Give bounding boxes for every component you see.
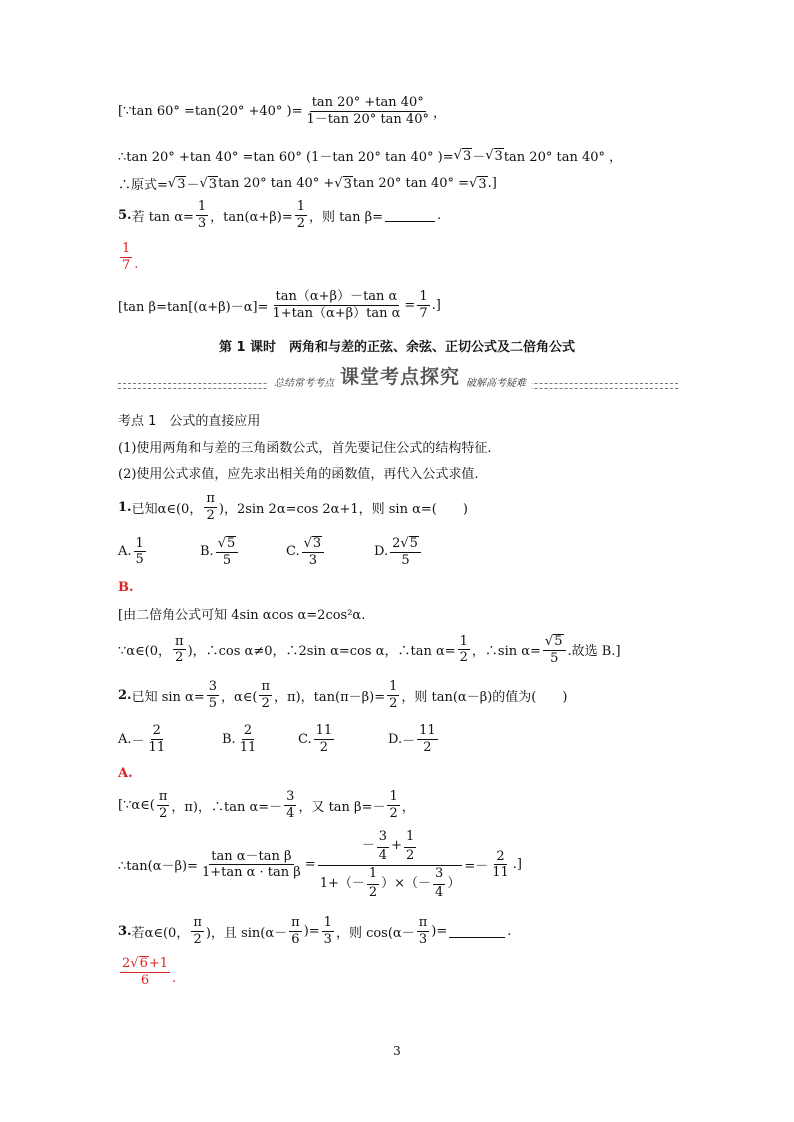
denominator: 3 <box>308 552 318 568</box>
denominator: 5 <box>401 552 410 568</box>
banner-left-text: 总结常考考点 <box>274 378 334 389</box>
numerator: 1 <box>296 199 306 214</box>
denominator: 5 <box>222 552 232 568</box>
fraction <box>284 790 296 820</box>
solution-2-line-1 <box>118 790 415 820</box>
proof-text: － <box>186 178 200 193</box>
compound-fraction <box>318 830 463 900</box>
numerator: 3 <box>377 830 389 848</box>
solution-text: ，∴sin α= <box>471 644 541 660</box>
denominator: 3 <box>418 931 428 947</box>
fraction <box>259 680 272 710</box>
question-text: 已知 sin α= <box>131 689 205 705</box>
fraction <box>207 680 219 710</box>
question-5 <box>118 200 441 230</box>
numerator: √ 5 <box>543 634 566 651</box>
denominator: 2 <box>389 805 398 821</box>
proof-line-3 <box>118 174 497 193</box>
numerator: tan（α+β）－tan α <box>275 289 398 304</box>
solution-2-line-2 <box>118 830 522 900</box>
sqrt: √ 3 <box>485 147 503 164</box>
numerator: 3 <box>208 679 217 694</box>
denominator: 4 <box>435 884 444 900</box>
option-c <box>286 536 374 567</box>
fraction <box>295 200 307 230</box>
numerator: 1 <box>419 289 428 304</box>
fraction <box>120 242 132 272</box>
fraction <box>134 537 146 567</box>
answer-text: . <box>134 256 139 272</box>
fraction <box>305 96 431 126</box>
numerator: 2 <box>496 848 505 864</box>
fraction <box>458 635 470 665</box>
lesson-title: 第 1 课时 两角和与差的正弦、余弦、正切公式及二倍角公式 <box>218 340 576 355</box>
question-text: )= <box>431 923 448 939</box>
page-number: 3 <box>393 1044 401 1058</box>
denominator: 2 <box>405 847 415 863</box>
proof-line-1 <box>118 96 446 126</box>
fraction <box>367 867 379 899</box>
proof-text: ∴原式= <box>118 178 168 193</box>
radicand: 3 <box>312 536 322 551</box>
radicand: 3 <box>462 148 472 164</box>
answer-1: B. <box>118 580 134 595</box>
option-b <box>222 724 298 754</box>
question-text: 若 tan α= <box>131 209 194 225</box>
solution-text: [tan β=tan[(α+β)－α]= <box>118 299 269 315</box>
solution-text: = <box>304 857 316 873</box>
option-label: D. <box>388 731 403 747</box>
op: + <box>391 838 402 854</box>
numerator: π <box>206 491 215 506</box>
question-number: 1. <box>118 499 132 515</box>
question-text: ，则 cos(α－ <box>335 925 415 941</box>
denominator: 2 <box>296 215 306 231</box>
addend: +1 <box>148 956 169 971</box>
sqrt: √ 3 <box>167 175 186 192</box>
op: ）×（－ <box>381 875 432 891</box>
fraction <box>216 536 239 567</box>
radicand: 5 <box>226 536 236 551</box>
numerator: 1 <box>404 830 416 848</box>
radicand: 3 <box>494 148 503 164</box>
fraction <box>417 290 429 320</box>
numerator: 2√ 5 <box>390 536 421 553</box>
fraction <box>404 830 416 862</box>
option-b <box>200 536 286 567</box>
solution-text: = <box>404 297 416 313</box>
answer-3 <box>118 956 176 987</box>
numerator: √ 5 <box>216 536 239 553</box>
numerator: 3 <box>286 789 295 804</box>
option-label: C. <box>286 544 300 560</box>
section-heading: 考点 1 公式的直接应用 <box>118 414 261 429</box>
fraction <box>270 290 402 320</box>
solution-text: [∵α∈( <box>118 797 155 813</box>
denominator: 2 <box>368 884 378 900</box>
op: 1+（－ <box>319 875 365 891</box>
proof-text: .] <box>487 176 497 191</box>
numerator: π <box>261 679 271 694</box>
numerator: 2√ 6 +1 <box>122 956 169 971</box>
fraction <box>147 724 168 754</box>
denominator: 2 <box>175 650 184 666</box>
fraction <box>417 916 430 946</box>
denominator: 2 <box>319 739 329 755</box>
option-a <box>118 724 222 754</box>
question-text: . <box>507 923 512 939</box>
banner-title: 课堂考点探究 <box>340 366 461 388</box>
numerator: 1 <box>459 633 468 649</box>
proof-text: ∴tan 20° +tan 40° =tan 60° (1－tan 20° tan 40° )= <box>118 150 454 165</box>
radicand: 3 <box>343 176 352 192</box>
question-text: 若α∈(0， <box>131 925 190 941</box>
option-a <box>118 537 200 567</box>
fraction <box>543 634 566 665</box>
numerator: 1 <box>122 241 131 256</box>
sqrt: √ 3 <box>199 175 218 192</box>
denominator: 2 <box>193 931 202 947</box>
fraction <box>314 724 335 754</box>
fraction <box>377 830 389 862</box>
sqrt: √ 3 <box>469 175 487 192</box>
question-text: )= <box>303 923 320 939</box>
fraction <box>417 724 438 754</box>
fraction <box>120 956 170 987</box>
numerator: 1 <box>389 679 398 694</box>
solution-text: .故选 B.] <box>567 644 621 660</box>
denominator: 5 <box>208 695 217 711</box>
answer-2: A. <box>118 766 133 781</box>
solution-text: ， <box>401 799 415 815</box>
denominator: 4 <box>286 805 295 821</box>
denominator: 6 <box>140 972 150 988</box>
op: － <box>361 838 375 854</box>
fraction <box>322 916 334 946</box>
solution-text: )，∴cos α≠0，∴2sin α=cos α，∴tan α= <box>187 644 456 660</box>
denominator: 7 <box>122 257 131 273</box>
proof-text: tan 20° tan 40° ， <box>503 150 623 165</box>
radicand: 3 <box>208 176 218 192</box>
proof-text: － <box>472 150 486 165</box>
numerator: 1 <box>323 915 332 930</box>
solution-1-line-2 <box>118 634 621 665</box>
denominator: 5 <box>550 650 559 666</box>
paragraph: (2)使用公式求值，应先求出相关角的函数值，再代入公式求值. <box>118 467 479 482</box>
sqrt: √ 3 <box>334 175 352 192</box>
solution-text: .] <box>512 857 523 873</box>
denominator: 1－tan 20° tan 40° <box>306 111 429 127</box>
radicand: 3 <box>478 176 487 192</box>
denominator: 2 <box>389 695 398 711</box>
numerator: π <box>193 915 202 930</box>
question-1 <box>118 492 468 522</box>
radicand: 6 <box>139 956 148 971</box>
option-label: A. <box>118 731 132 747</box>
question-2 <box>118 680 567 710</box>
proof-text: [∵tan 60° =tan(20° +40° )= <box>118 103 303 119</box>
numerator: 1 <box>135 535 144 551</box>
fraction <box>204 492 217 522</box>
solution-text: ∴tan(α－β)= <box>118 859 198 875</box>
fraction <box>173 635 186 665</box>
denominator <box>318 866 463 899</box>
numerator: 2 <box>243 723 253 738</box>
fraction <box>191 916 204 946</box>
coefficient: 2 <box>122 956 131 971</box>
solution-text: ∵α∈(0， <box>118 644 172 660</box>
denominator: 4 <box>378 847 388 863</box>
option-label: D. <box>374 544 389 560</box>
numerator: π <box>291 915 300 930</box>
solution-text: =－ <box>464 859 489 875</box>
numerator: 1 <box>389 789 398 804</box>
answer-blank <box>385 209 435 222</box>
numerator: tan α－tan β <box>211 848 292 864</box>
numerator: 3 <box>433 867 445 885</box>
question-text: 已知α∈(0， <box>131 501 203 517</box>
numerator: π <box>158 789 168 804</box>
numerator: π <box>175 633 184 649</box>
question-text: ，α∈( <box>221 689 258 705</box>
solution-1-line-1: [由二倍角公式可知 4sin αcos α=2cos²α. <box>118 608 366 623</box>
option-sign: － <box>402 733 416 749</box>
denominator: 2 <box>261 695 270 711</box>
numerator: 11 <box>315 723 333 738</box>
denominator: 3 <box>323 931 332 947</box>
denominator: 1+tan α · tan β <box>201 865 301 881</box>
solution-text: ，又 tan β=－ <box>298 799 386 815</box>
denominator: 11 <box>239 739 257 755</box>
banner-right-text: 破解高考疑难 <box>466 378 527 389</box>
answer-5 <box>118 242 138 272</box>
question-number: 3. <box>118 923 132 939</box>
question-text: . <box>437 207 442 223</box>
proof-text: tan 20° tan 40° + <box>218 176 335 191</box>
section-banner <box>118 362 678 392</box>
options-2 <box>118 724 440 754</box>
option-label: A. <box>118 544 132 560</box>
option-label: C. <box>298 731 312 747</box>
denominator: 2 <box>459 650 468 666</box>
denominator: 3 <box>197 215 207 231</box>
option-sign: － <box>131 733 145 749</box>
numerator: √ 3 <box>302 536 325 553</box>
denominator: 5 <box>135 552 144 568</box>
question-3 <box>118 916 511 946</box>
answer-text: . <box>172 971 177 987</box>
sqrt: √ 3 <box>453 147 472 164</box>
fraction <box>196 200 208 230</box>
fraction <box>387 790 399 820</box>
radicand: 5 <box>409 536 418 551</box>
fraction <box>433 867 445 899</box>
option-label: B. <box>200 544 214 560</box>
radicand: 5 <box>554 634 563 649</box>
op: ） <box>447 875 461 891</box>
numerator: tan 20° +tan 40° <box>311 95 424 110</box>
question-text: )，且 sin(α－ <box>205 925 288 941</box>
numerator <box>318 830 462 866</box>
numerator: 11 <box>419 723 436 738</box>
fraction <box>200 850 303 880</box>
denominator: 11 <box>148 739 166 755</box>
numerator: π <box>418 915 428 930</box>
question-text: )，2sin 2α=cos 2α+1，则 sin α=( ) <box>218 501 468 517</box>
banner-text-group <box>268 362 532 389</box>
denominator: 11 <box>492 865 509 881</box>
denominator: 2 <box>158 805 168 821</box>
question-text: ，π)，tan(π－β)= <box>274 689 386 705</box>
proof-text: tan 20° tan 40° = <box>352 176 470 191</box>
options-1 <box>118 536 423 567</box>
option-c <box>298 724 388 754</box>
radicand: 3 <box>177 176 186 192</box>
fraction <box>302 536 325 567</box>
question-text: ，则 tan(α－β)的值为( ) <box>401 689 568 705</box>
solution-text: .] <box>431 297 441 313</box>
solution-5 <box>118 290 441 320</box>
fraction <box>238 724 259 754</box>
question-number: 2. <box>118 687 132 703</box>
option-d <box>388 724 440 754</box>
numerator: 2 <box>152 723 161 738</box>
option-d <box>374 536 423 567</box>
answer-blank <box>449 925 505 938</box>
denominator: 1+tan（α+β）tan α <box>272 305 401 321</box>
solution-text: ，π)，∴tan α=－ <box>171 799 283 815</box>
fraction <box>387 680 399 710</box>
denominator: 7 <box>419 305 428 321</box>
proof-line-2 <box>118 146 622 165</box>
fraction <box>490 850 511 880</box>
question-text: ，则 tan β= <box>309 209 384 225</box>
denominator: 2 <box>206 507 215 523</box>
fraction <box>157 790 170 820</box>
numerator: 1 <box>367 867 379 885</box>
fraction <box>289 916 302 946</box>
numerator: 1 <box>197 199 207 214</box>
question-text: ，tan(α+β)= <box>210 209 293 225</box>
question-number: 5. <box>118 207 132 223</box>
denominator: 6 <box>291 931 300 947</box>
fraction <box>390 536 421 567</box>
paragraph: (1)使用两角和与差的三角函数公式，首先要记住公式的结构特征. <box>118 441 492 456</box>
denominator: 2 <box>423 739 432 755</box>
option-label: B. <box>222 731 236 747</box>
proof-text: ， <box>432 105 446 121</box>
